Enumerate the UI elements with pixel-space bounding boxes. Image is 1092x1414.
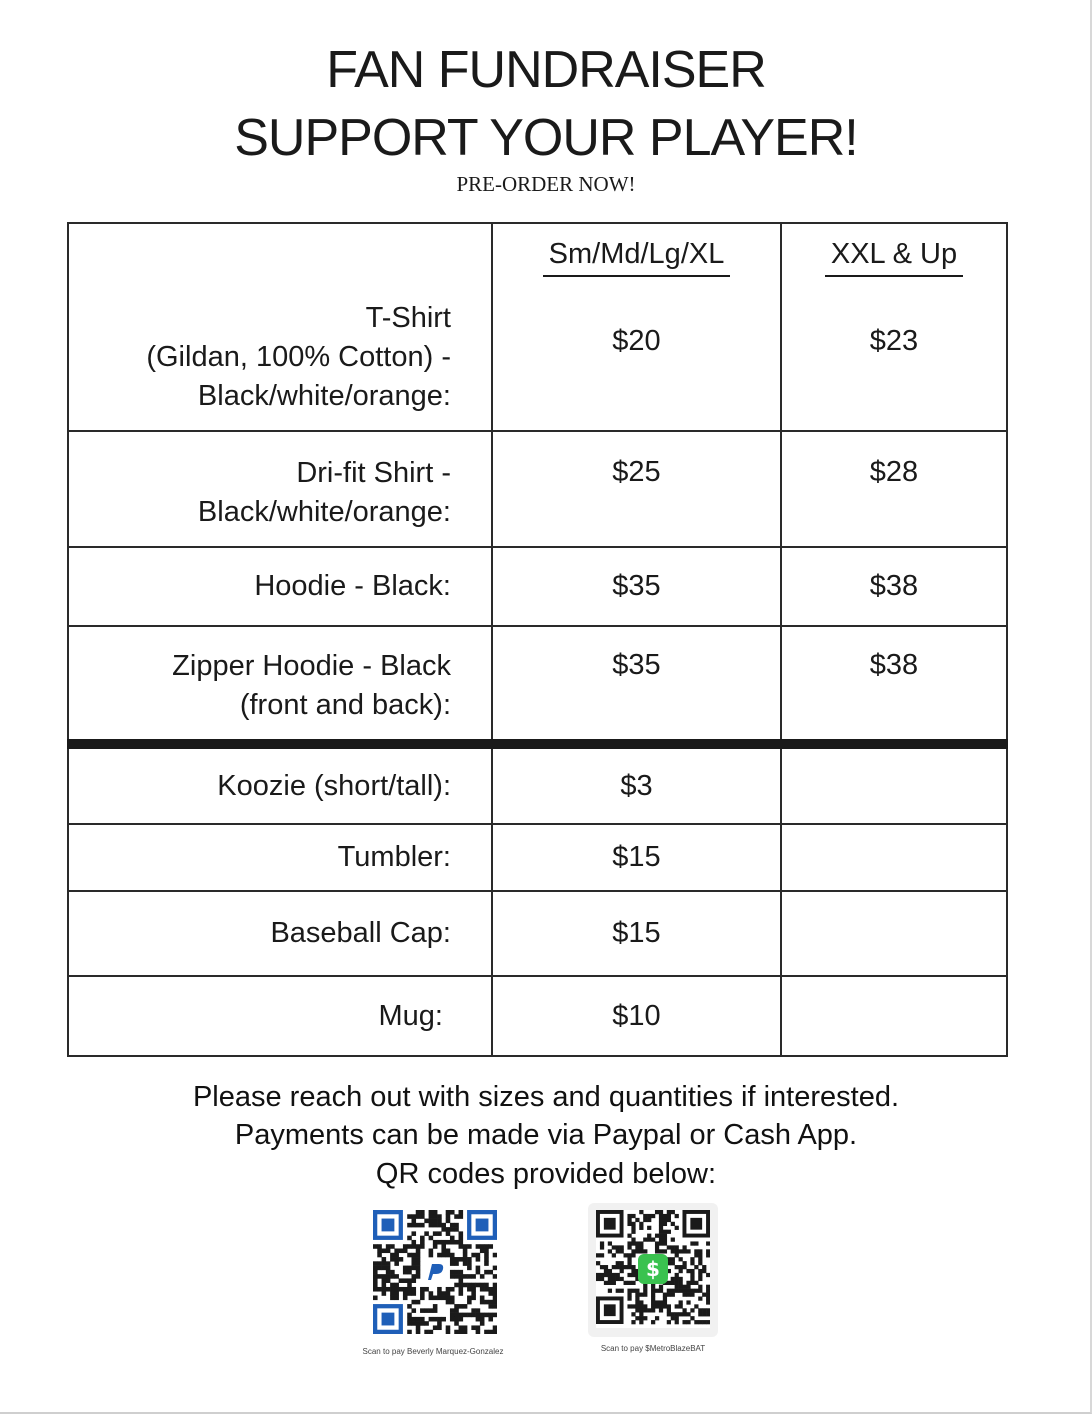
price-value: $38 <box>781 547 1007 626</box>
table-row <box>68 626 1007 744</box>
price-value: $35 <box>492 547 781 626</box>
price-value <box>781 976 1007 1056</box>
price-cell <box>781 223 1007 431</box>
paypal-qr-caption: Scan to pay Beverly Marquez-Gonzalez <box>362 1347 504 1356</box>
item-name-line: (front and back): <box>239 689 451 721</box>
price-value: $35 <box>492 626 781 744</box>
price-value: $28 <box>781 431 1007 547</box>
item-name-line: Koozie (short/tall): <box>217 769 451 802</box>
cashapp-qr-code[interactable] <box>588 1203 718 1337</box>
item-name-line: Mug: <box>378 999 443 1032</box>
payment-note: Payments can be made via Paypal or Cash App. <box>234 1119 858 1151</box>
item-name-line: Tumbler: <box>337 841 451 873</box>
table-row <box>68 891 1007 976</box>
item-name-line: Baseball Cap: <box>270 917 451 949</box>
item-name-line: Zipper Hoodie - Black <box>172 650 451 682</box>
item-cell <box>68 626 492 744</box>
column-header-regular: Sm/Md/Lg/XL <box>543 237 731 277</box>
price-value: $3 <box>492 744 781 824</box>
page-title-secondary: SUPPORT YOUR PLAYER! <box>234 109 858 167</box>
page-subtitle: PRE-ORDER NOW! <box>456 172 636 196</box>
column-header-plus: XXL & Up <box>825 237 963 277</box>
price-value: $20 <box>612 325 661 357</box>
item-cell <box>68 824 492 891</box>
paypal-qr-code[interactable] <box>373 1210 497 1334</box>
item-cell <box>68 976 492 1056</box>
price-value <box>781 891 1007 976</box>
item-cell <box>68 744 492 824</box>
table-row <box>68 547 1007 626</box>
item-cell <box>68 891 492 976</box>
item-name-line: Dri-fit Shirt - <box>296 457 451 489</box>
price-value <box>781 744 1007 824</box>
item-name-line: T-Shirt <box>365 302 451 334</box>
qr-note: QR codes provided below: <box>375 1158 717 1190</box>
paypal-qr-icon <box>373 1210 497 1334</box>
item-name-line: Black/white/orange: <box>197 380 451 412</box>
table-row <box>68 431 1007 547</box>
price-cell <box>492 223 781 431</box>
price-value <box>781 824 1007 891</box>
cashapp-dollar-glyph: $ <box>646 1257 660 1281</box>
table-row <box>68 976 1007 1056</box>
table-row <box>68 744 1007 824</box>
price-value: $10 <box>492 976 781 1056</box>
contact-note: Please reach out with sizes and quantities if interested. <box>192 1081 900 1113</box>
item-cell <box>68 431 492 547</box>
item-name-line: (Gildan, 100% Cotton) - <box>146 341 451 373</box>
price-value: $15 <box>492 824 781 891</box>
price-value: $25 <box>492 431 781 547</box>
price-table <box>67 222 1008 1057</box>
page-title: FAN FUNDRAISER <box>326 41 766 99</box>
table-row <box>68 824 1007 891</box>
item-name-line: Hoodie - Black: <box>254 570 451 602</box>
item-name-line: Black/white/orange: <box>197 496 451 528</box>
price-value: $23 <box>869 325 919 357</box>
table-row <box>68 223 1007 431</box>
item-cell <box>68 547 492 626</box>
item-cell <box>68 223 492 431</box>
cashapp-qr-icon <box>596 1210 710 1328</box>
price-value: $15 <box>492 891 781 976</box>
price-value: $38 <box>781 626 1007 744</box>
cashapp-qr-caption: Scan to pay $MetroBlazeBAT <box>600 1344 706 1353</box>
